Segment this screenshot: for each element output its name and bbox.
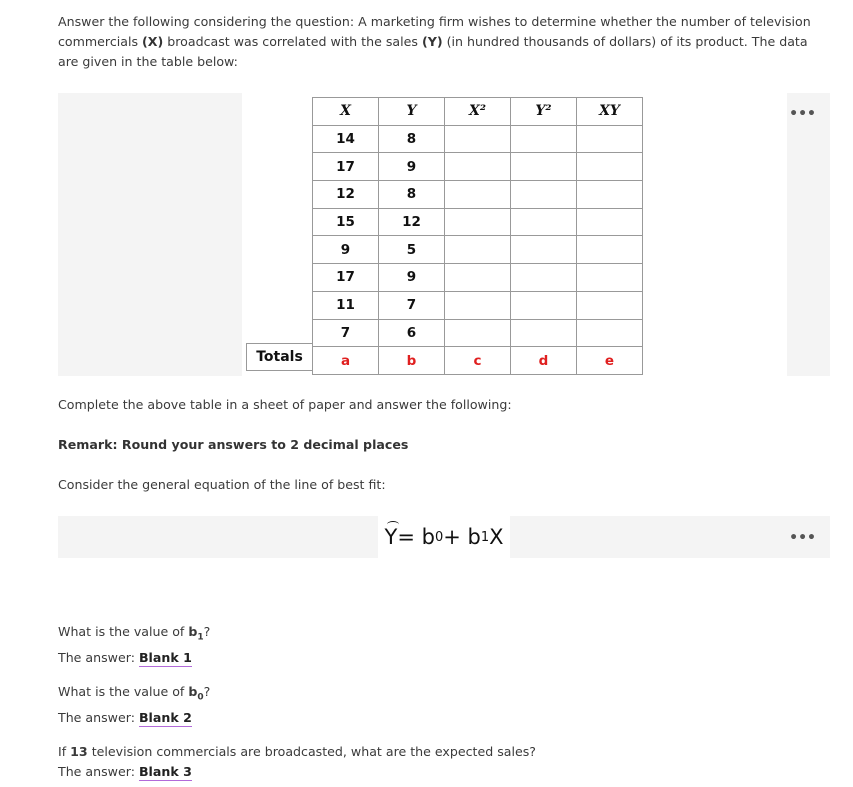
cell-x: 15 xyxy=(313,208,379,236)
blank-3-input[interactable]: Blank 3 xyxy=(138,764,192,779)
total-c: c xyxy=(445,347,511,375)
question-b0: What is the value of $b_0$? The answer: Blank 2 xyxy=(58,684,211,725)
cell-y: 9 xyxy=(379,264,445,292)
cell-x: 11 xyxy=(313,291,379,319)
cell-y: 9 xyxy=(379,153,445,181)
total-e: e xyxy=(577,347,643,375)
cell-y: 8 xyxy=(379,181,445,209)
cell-y: 8 xyxy=(379,125,445,153)
table-header-row xyxy=(313,98,643,126)
table-row xyxy=(313,181,643,209)
total-b: b xyxy=(379,347,445,375)
instructions-text: Complete the above table in a sheet of paper and answer the following: xyxy=(58,397,512,412)
more-options-icon[interactable]: ••• xyxy=(789,106,816,122)
blank-1-input[interactable]: Blank 1 xyxy=(138,649,192,665)
consider-text: Consider the general equation of the line of best fit: xyxy=(58,477,386,492)
cell-x: 17 xyxy=(313,264,379,292)
question-prediction: If 13 television commercials are broadcasted, what are the expected sales? The answer: Blank 3 xyxy=(58,744,536,779)
table-image xyxy=(242,93,787,376)
cell-x: 7 xyxy=(313,319,379,347)
total-d: d xyxy=(511,347,577,375)
cell-y: 6 xyxy=(379,319,445,347)
blank-2-input[interactable]: Blank 2 xyxy=(138,709,192,725)
table-row xyxy=(313,236,643,264)
header-x: X xyxy=(313,98,379,126)
totals-label: Totals xyxy=(246,343,312,371)
cell-x: 9 xyxy=(313,236,379,264)
cell-x: 14 xyxy=(313,125,379,153)
table-row xyxy=(313,264,643,292)
table-row xyxy=(313,125,643,153)
remark-text: Remark: Round your answers to 2 decimal places xyxy=(58,437,409,452)
regression-equation: Y = b 0 + b 1 X xyxy=(378,516,510,558)
table-row xyxy=(313,153,643,181)
header-y: Y xyxy=(379,98,445,126)
question-intro: Answer the following considering the question: A marketing firm wishes to determine whether the number of television commercials (X) broadcast was correlated with the sales (Y) (in hundred thousands of dollars) of its product. The data are given in the table below: xyxy=(58,14,811,69)
header-y2: Y² xyxy=(511,98,577,126)
header-xy: XY xyxy=(577,98,643,126)
totals-row xyxy=(313,347,643,375)
y-hat: Y xyxy=(384,525,398,549)
total-a: a xyxy=(313,347,379,375)
header-x2: X² xyxy=(445,98,511,126)
table-row xyxy=(313,208,643,236)
cell-x: 12 xyxy=(313,181,379,209)
question-b1: What is the value of $b_1$? The answer: Blank 1 xyxy=(58,624,211,665)
table-row xyxy=(313,319,643,347)
cell-y: 5 xyxy=(379,236,445,264)
data-table xyxy=(312,97,643,375)
more-options-icon[interactable]: ••• xyxy=(789,530,816,546)
table-row xyxy=(313,291,643,319)
cell-y: 7 xyxy=(379,291,445,319)
cell-x: 17 xyxy=(313,153,379,181)
cell-y: 12 xyxy=(379,208,445,236)
